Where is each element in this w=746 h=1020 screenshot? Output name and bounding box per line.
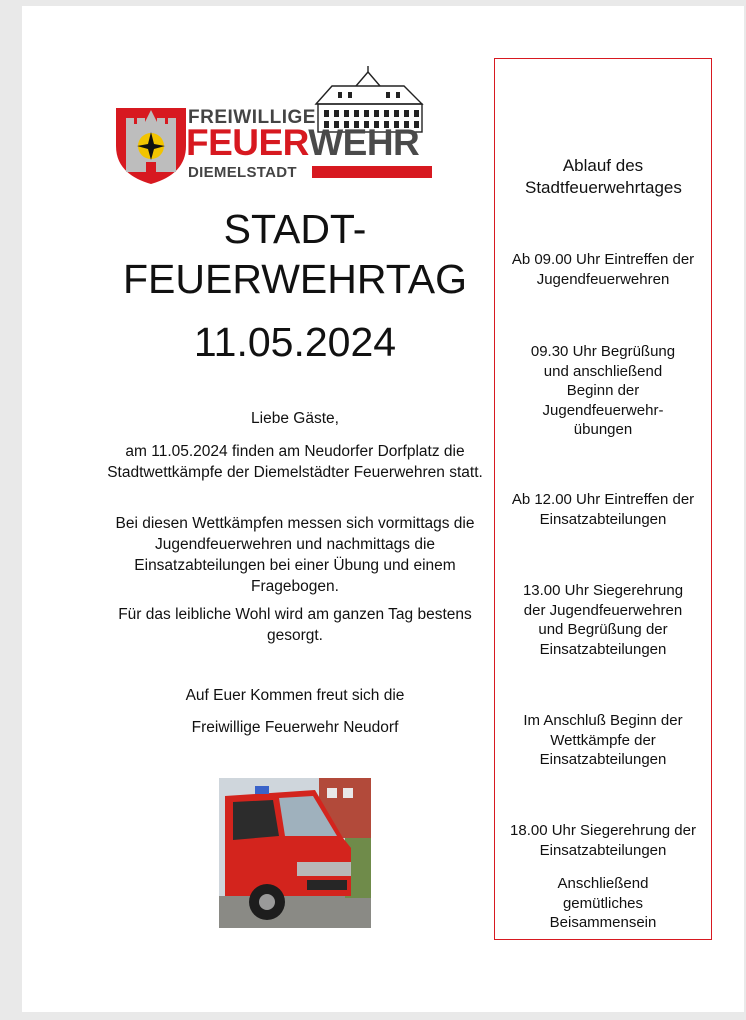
paragraph-2: Bei diesen Wettkämpfen messen sich vormittags die Jugendfeuerwehren und nachmittags die Einsatzabteilungen bei einer Übung und einem Fragebogen. [115,515,475,595]
closing-line-2: Freiwillige Feuerwehr Neudorf [191,719,399,736]
flyer-page [22,6,744,1012]
logo-line-3: DIEMELSTADT [188,164,297,181]
paragraph-1: am 11.05.2024 finden am Neudorfer Dorfplatz die Stadtwettkämpfe der Diemelstädter Feuerwehren statt. [107,443,483,481]
logo-line-2 [186,123,419,163]
schedule-item: Ab 09.00 Uhr Eintreffen der Jugendfeuerwehren [511,251,695,288]
greeting: Liebe Gäste, [251,410,339,427]
fire-truck-image [219,778,371,928]
fire-truck-photo [219,778,371,928]
paragraph-3: Für das leibliche Wohl wird am ganzen Tag bestens gesorgt. [118,606,472,644]
logo-red-bar [312,166,432,178]
schedule-item: Im Anschluß Beginn der Wettkämpfe der Einsatzabteilungen [523,712,683,768]
schedule-item: Ab 12.00 Uhr Eintreffen der Einsatzabteilungen [511,491,695,528]
fire-brigade-logo [116,66,438,184]
closing-line-1: Auf Euer Kommen freut sich die [185,687,405,704]
logo-line-2-red: FEUER [186,122,309,163]
schedule-item: 09.30 Uhr Begrüßung und anschließend Beginn der Jugendfeuerwehr-übungen [530,343,676,438]
schedule-item: Anschließend gemütliches Beisammensein [549,875,657,931]
main-title-line-2: FEUERWEHRTAG [123,256,467,302]
schedule-box [494,58,712,940]
main-title [102,204,488,304]
schedule-heading: Ablauf des Stadtfeuerwehrtages [525,156,682,197]
main-title-line-1: STADT- [223,206,367,252]
logo-line-2-grey: WEHR [308,122,420,163]
schedule-item: 13.00 Uhr Siegerehrung der Jugendfeuerwehren und Begrüßung der Einsatzabteilungen [522,582,684,658]
logo-line-1: FREIWILLIGE [188,107,316,128]
event-date: 11.05.2024 [193,319,397,365]
schedule-item: 18.00 Uhr Siegerehrung der Einsatzabteilungen [510,822,696,859]
